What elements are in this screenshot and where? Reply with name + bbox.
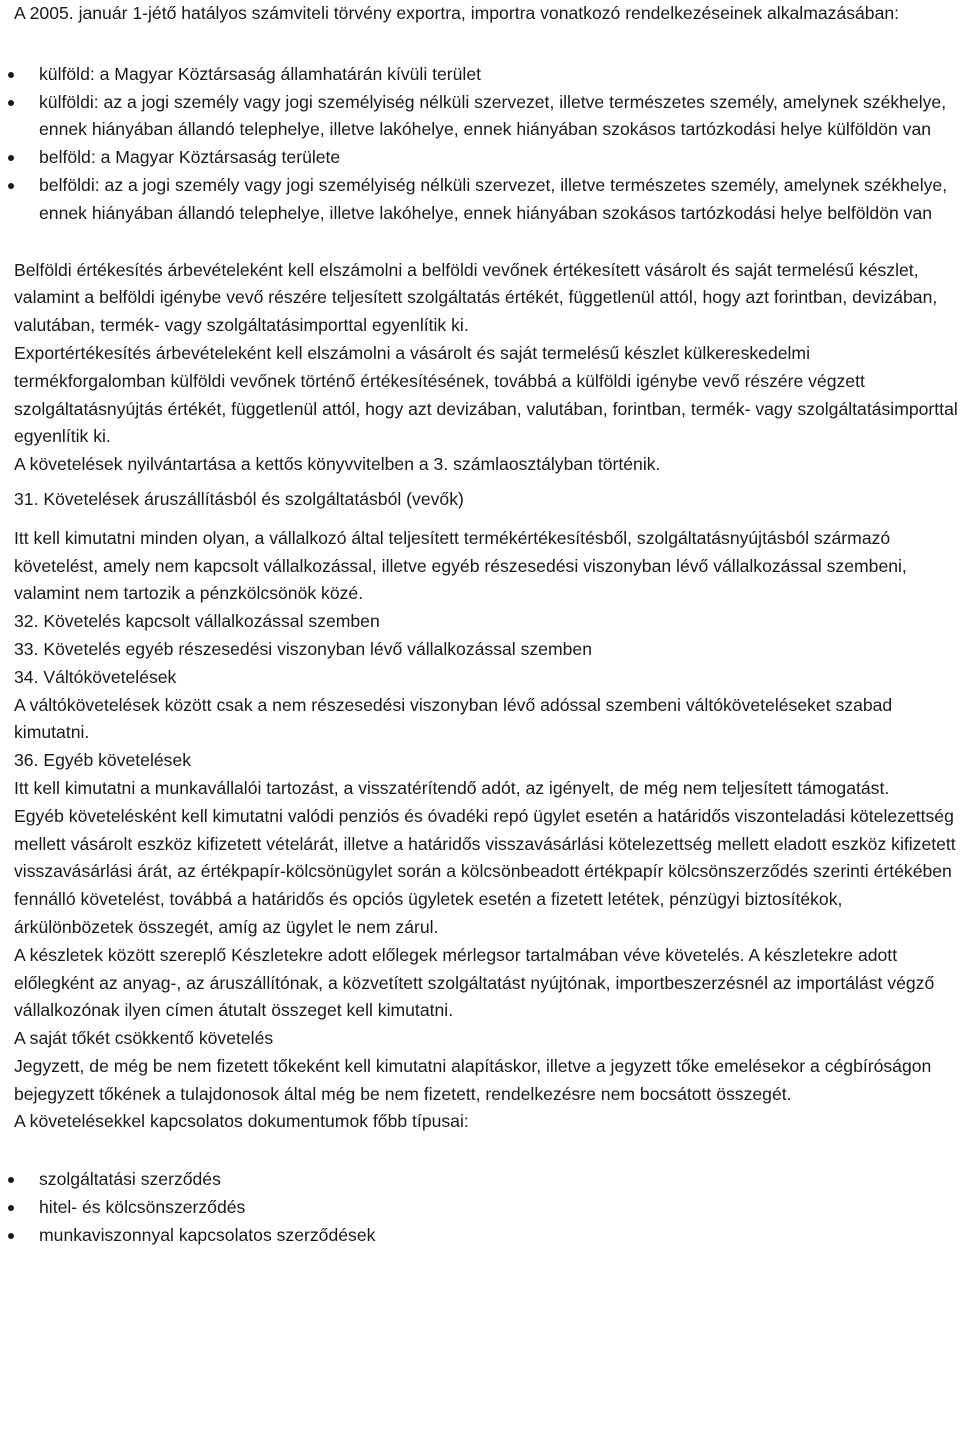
document-page [14, 0, 960, 1250]
list-item: belföld: a Magyar Köztársaság területe [14, 144, 960, 172]
domestic-sales-paragraph: Belföldi értékesítés árbevételeként kell elszámolni a belföldi vevőnek értékesített vásárolt és saját termelésű készlet, valamint a belföldi igénybe vevő részére teljesített szolgáltatás értékét, függetlenül attól, hogy azt forintban, devizában, valutában, termék- vagy szolgáltatásimporttal egyenlítik ki. [14, 259, 938, 336]
documents-title: A követelésekkel kapcsolatos dokumentumok főbb típusai: [14, 1111, 469, 1132]
section-36-body-3: A készletek között szereplő Készletekre adott előlegek mérlegsor tartalmában véve követelés. A készletekre adott előlegként az anyag-, az áruszállítónak, a közvetített szolgáltatást nyújtónak, importbeszerzésnél az importálást végző vállalkozónak ilyen címen átutalt összeget kell kimutatni. [14, 944, 935, 1021]
section-36-body-2: Egyéb követelésként kell kimutatni valódi penziós és óvadéki repó ügylet esetén a határidős viszonteladási kötelezettség mellett vásárolt eszköz kifizetett vételárát, illetve a határidős visszavásárlási kötelezettség mellett eladott eszköz kifizetett visszavásárlási árát, az értékpapír-kölcsönügylet során a kölcsönbeadott értékpapír kölcsönszerződés szerinti értékében fennálló követelést, továbbá a határidős és opciós ügyletek esetén a fizetett letétek, pénzügyi biztosítékok, árkülönbözetek összegét, amíg az ügylet le nem zárul. [14, 805, 956, 937]
bullet-icon [8, 1233, 14, 1239]
list-item: hitel- és kölcsönszerződés [14, 1194, 960, 1222]
capital-reducing-title: A saját tőkét csökkentő követelés [14, 1028, 274, 1049]
capital-reducing-body: Jegyzett, de még be nem fizetett tőkeként kell kimutatni alapításkor, illetve a jegyzett tőke emelésekor a cégbíróságon bejegyzett tőkének a tulajdonosok által még be nem fizetett, rendelkezésre nem bocsátott összegét. [14, 1055, 932, 1104]
list-item: külföld: a Magyar Köztársaság államhatárán kívüli terület [14, 61, 960, 89]
bullet-icon [8, 1177, 14, 1183]
section-32-title: 32. Követelés kapcsolt vállalkozással szemben [14, 611, 380, 632]
export-sales-paragraph: Exportértékesítés árbevételeként kell elszámolni a vásárolt és saját termelésű készlet külkereskedelmi termékforgalomban külföldi vevőnek történő értékesítésének, továbbá a külföldi igénybe vevő részére végzett szolgáltatásnyújtás értékét, függetlenül attól, hogy azt devizában, valutában, forintban, termék- vagy szolgáltatásimporttal egyenlítik ki. [14, 342, 958, 447]
receivables-record-paragraph: A követelések nyilvántartása a kettős könyvvitelben a 3. számlaosztályban történik. [14, 454, 661, 475]
bullet-icon [8, 155, 14, 161]
section-36-title: 36. Egyéb követelések [14, 750, 192, 771]
section-36-body-1: Itt kell kimutatni a munkavállalói tartozást, a visszatérítendő adót, az igényelt, de még nem teljesített támogatást. [14, 777, 890, 798]
bullet-icon [8, 1205, 14, 1211]
bullet-icon [8, 100, 14, 106]
section-33-title: 33. Követelés egyéb részesedési viszonyban lévő vállalkozással szemben [14, 638, 592, 659]
section-34-title: 34. Váltókövetelések [14, 666, 177, 687]
definitions-list [14, 61, 960, 228]
section-34-body: A váltókövetelések között csak a nem részesedési viszonyban lévő adóssal szembeni váltóköveteléseket szabad kimutatni. [14, 694, 893, 743]
list-item: szolgáltatási szerződés [14, 1166, 960, 1194]
bullet-icon [8, 183, 14, 189]
section-31-body: Itt kell kimutatni minden olyan, a vállalkozó által teljesített termékértékesítésből, szolgáltatásnyújtásból származó követelést, amely nem kapcsolt vállalkozással, illetve egyéb részesedési viszonyban lévő vállalkozással szembeni, valamint nem tartozik a pénzkölcsönök közé. [14, 527, 907, 604]
bullet-icon [8, 72, 14, 78]
documents-list [14, 1166, 960, 1249]
list-item: munkaviszonnyal kapcsolatos szerződések [14, 1222, 960, 1250]
section-31-title: 31. Követelések áruszállításból és szolgáltatásból (vevők) [14, 488, 464, 509]
list-item: külföldi: az a jogi személy vagy jogi személyiség nélküli szervezet, illetve természetes személy, amelynek székhelye, ennek hiányában állandó telephelye, illetve lakóhelye, ennek hiányában szokásos tartózkodási helye külföldön van [14, 89, 960, 145]
intro-paragraph: A 2005. január 1-jétő hatályos számviteli törvény exportra, importra vonatkozó rendelkezéseinek alkalmazásában: [14, 3, 900, 23]
list-item: belföldi: az a jogi személy vagy jogi személyiség nélküli szervezet, illetve természetes személy, amelynek székhelye, ennek hiányában állandó telephelye, illetve lakóhelye, ennek hiányában szokásos tartózkodási helye belföldön van [14, 172, 960, 228]
